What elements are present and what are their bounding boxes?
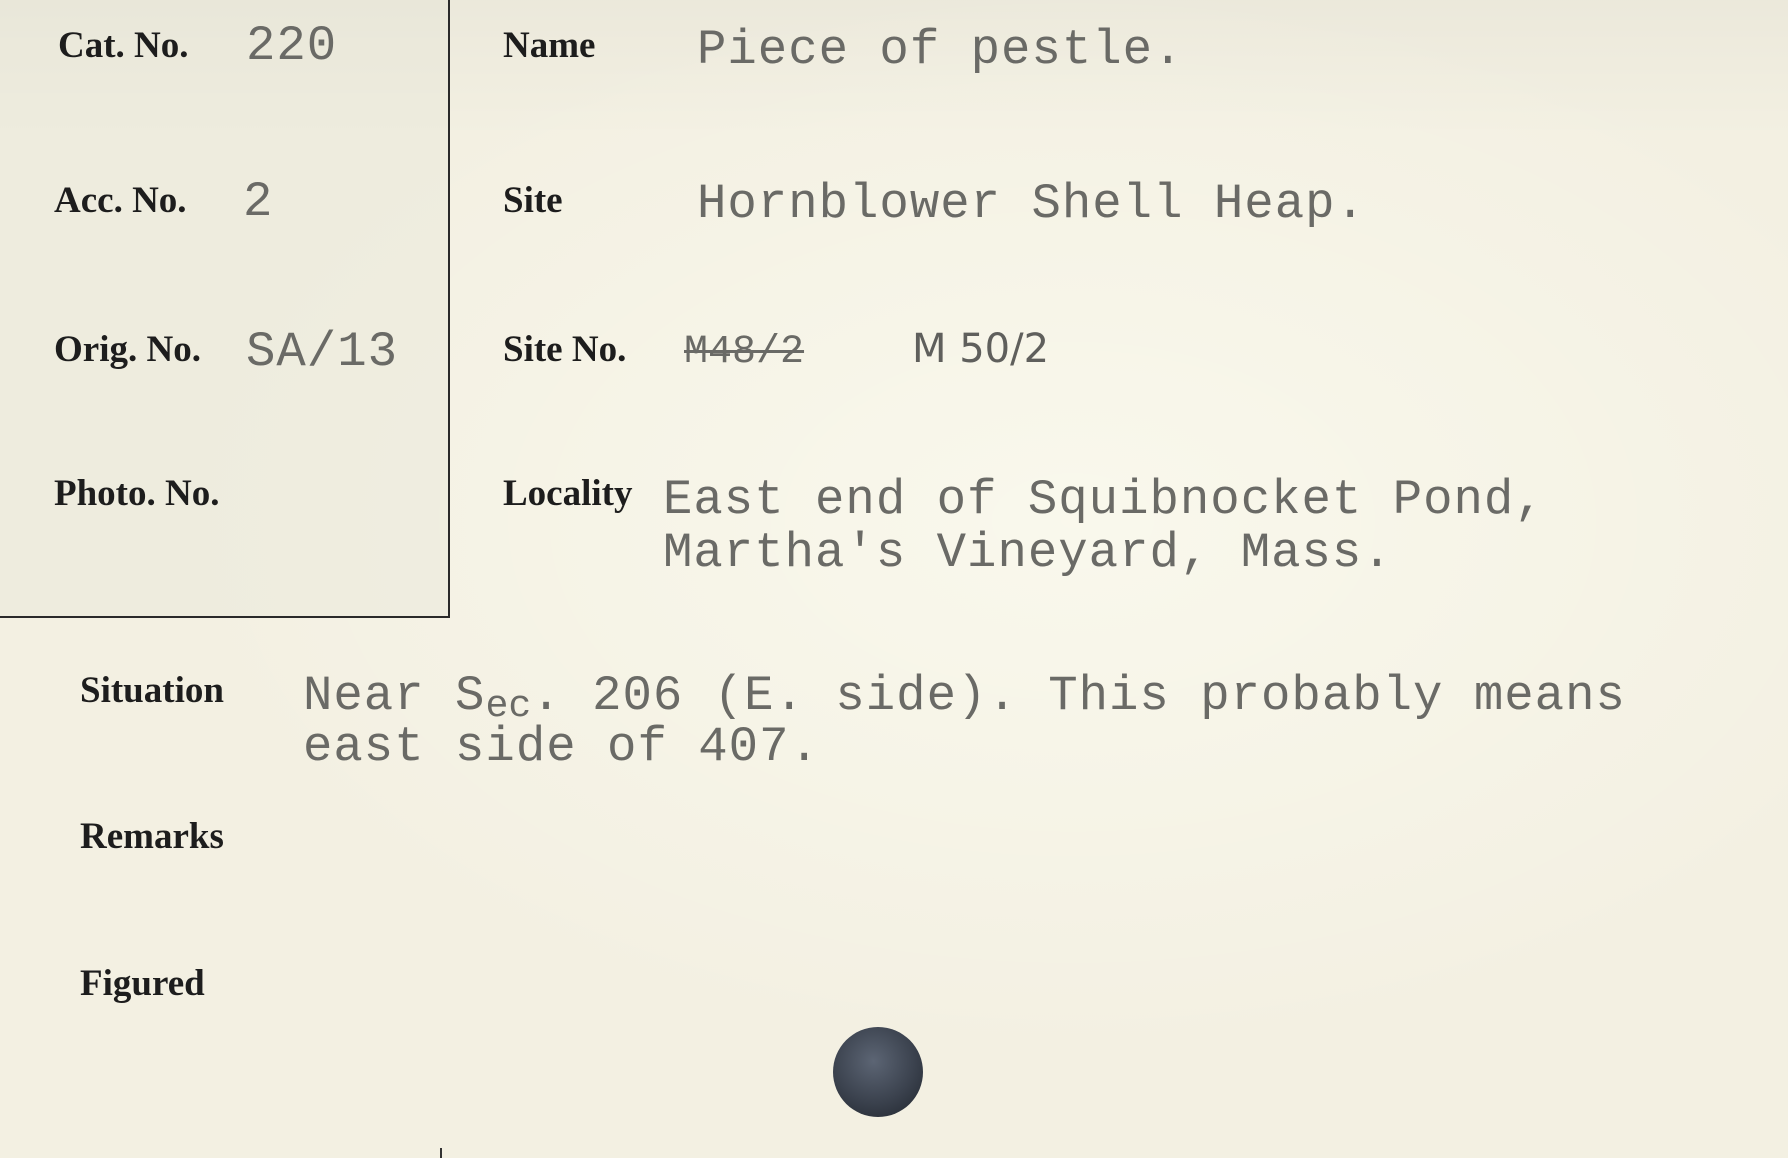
orig-no-label: Orig. No. bbox=[54, 329, 201, 370]
name-label: Name bbox=[503, 25, 596, 66]
acc-no-value: 2 bbox=[243, 174, 274, 230]
locality-line-1: East end of Squibnocket Pond, bbox=[663, 472, 1545, 528]
acc-no-label: Acc. No. bbox=[54, 180, 187, 221]
punch-hole bbox=[833, 1027, 923, 1117]
cat-no-value: 220 bbox=[246, 18, 338, 74]
site-label: Site bbox=[503, 180, 563, 221]
situation-label: Situation bbox=[80, 670, 224, 711]
site-no-handwritten-value: M 50/2 bbox=[912, 326, 1050, 372]
site-no-label: Site No. bbox=[503, 329, 627, 370]
situation-line-1-start: Near S bbox=[303, 668, 486, 724]
situation-line-1-subscript: ec bbox=[485, 684, 532, 728]
cat-no-label: Cat. No. bbox=[58, 25, 189, 66]
situation-line-2: east side of 407. bbox=[303, 719, 820, 775]
edge-mark bbox=[440, 1148, 442, 1158]
remarks-label: Remarks bbox=[80, 816, 224, 857]
locality-label: Locality bbox=[503, 473, 633, 514]
situation-line-1-end: . 206 (E. side). This probably means bbox=[531, 668, 1626, 724]
locality-line-2: Martha's Vineyard, Mass. bbox=[663, 525, 1393, 581]
photo-no-label: Photo. No. bbox=[54, 473, 220, 514]
figured-label: Figured bbox=[80, 963, 205, 1004]
orig-no-value: SA/13 bbox=[246, 324, 399, 380]
site-no-struck-value: M48/2 bbox=[684, 330, 805, 375]
identification-box bbox=[0, 0, 450, 618]
name-value: Piece of pestle. bbox=[697, 22, 1184, 78]
site-value: Hornblower Shell Heap. bbox=[697, 176, 1366, 232]
